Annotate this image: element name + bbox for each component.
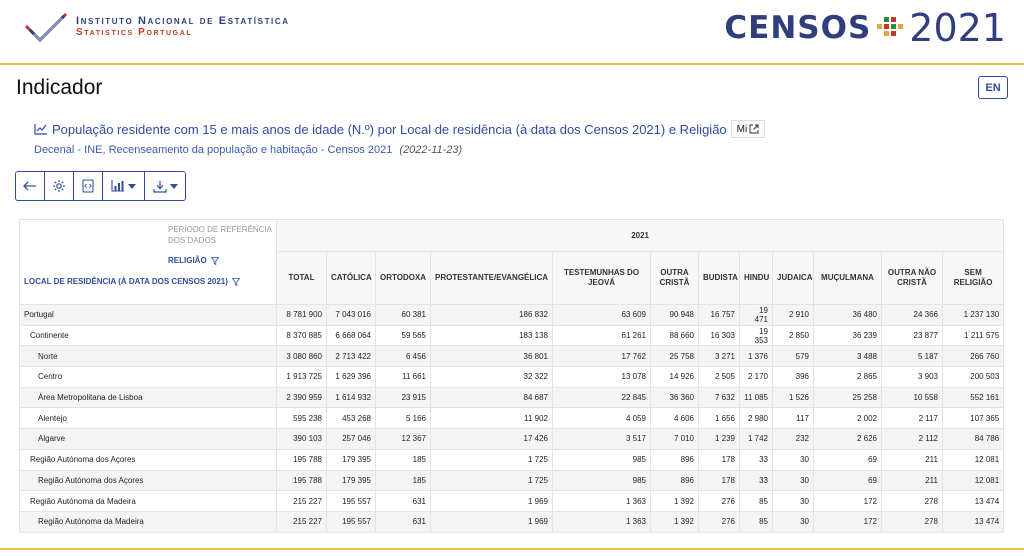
- table-cell: 453 268: [327, 408, 376, 429]
- column-header: TESTEMUNHAS DO JEOVÁ: [553, 252, 651, 305]
- table-cell: 215 227: [277, 511, 327, 532]
- table-cell: 30: [773, 511, 814, 532]
- table-corner-header: [20, 220, 277, 305]
- table-cell: 3 488: [814, 346, 882, 367]
- table-cell: 12 081: [943, 449, 1004, 470]
- table-cell: 1 239: [699, 429, 740, 450]
- table-cell: 16 757: [699, 305, 740, 326]
- location-dimension-label[interactable]: [24, 276, 240, 288]
- table-cell: 6 668 064: [327, 325, 376, 346]
- table-cell: 11 902: [431, 408, 553, 429]
- table-cell: 25 758: [651, 346, 699, 367]
- table-cell: 69: [814, 449, 882, 470]
- table-cell: 276: [699, 491, 740, 512]
- column-header: HINDU: [740, 252, 773, 305]
- table-cell: 36 360: [651, 387, 699, 408]
- chart-type-dropdown[interactable]: [103, 172, 145, 200]
- table-cell: 1 969: [431, 511, 553, 532]
- table-cell: 595 238: [277, 408, 327, 429]
- table-cell: 1 392: [651, 491, 699, 512]
- external-link-icon: [749, 124, 759, 134]
- censos-word: CENSOS: [724, 10, 872, 46]
- table-cell: 1 614 932: [327, 387, 376, 408]
- table-cell: 211: [882, 470, 943, 491]
- back-button[interactable]: [16, 172, 45, 200]
- row-location: Portugal: [20, 305, 277, 326]
- toolbar: [15, 171, 186, 201]
- table-cell: 107 365: [943, 408, 1004, 429]
- table-cell: 396: [773, 367, 814, 388]
- table-cell: 63 609: [553, 305, 651, 326]
- table-row: [20, 511, 1004, 532]
- download-icon: [153, 180, 167, 193]
- table-cell: 232: [773, 429, 814, 450]
- language-button[interactable]: EN: [978, 76, 1008, 99]
- table-cell: 33: [740, 449, 773, 470]
- table-cell: 579: [773, 346, 814, 367]
- row-location: Centro: [20, 367, 277, 388]
- table-cell: 195 788: [277, 449, 327, 470]
- table-cell: 178: [699, 449, 740, 470]
- table-cell: 178: [699, 470, 740, 491]
- table-row: [20, 346, 1004, 367]
- ine-logo[interactable]: [24, 12, 290, 42]
- row-location: Alentejo: [20, 408, 277, 429]
- table-cell: 266 760: [943, 346, 1004, 367]
- column-header: JUDAICA: [773, 252, 814, 305]
- table-cell: 631: [376, 491, 431, 512]
- header-divider: [0, 63, 1024, 65]
- table-cell: 90 948: [651, 305, 699, 326]
- code-icon: [82, 179, 94, 193]
- table-cell: 172: [814, 491, 882, 512]
- table-cell: 36 239: [814, 325, 882, 346]
- table-cell: 8 370 885: [277, 325, 327, 346]
- table-cell: 2 980: [740, 408, 773, 429]
- table-cell: 1 725: [431, 449, 553, 470]
- censos-year: 2021: [909, 6, 1006, 50]
- table-cell: 7 632: [699, 387, 740, 408]
- row-location: Região Autónoma da Madeira: [20, 491, 277, 512]
- table-cell: 179 395: [327, 449, 376, 470]
- table-cell: 5 166: [376, 408, 431, 429]
- arrow-left-icon: [23, 181, 37, 191]
- location-dimension-text: LOCAL DE RESIDÊNCIA (À DATA DOS CENSOS 2021): [24, 277, 228, 286]
- table-cell: 22 845: [553, 387, 651, 408]
- table-cell: 59 565: [376, 325, 431, 346]
- censos-logo[interactable]: [724, 6, 1006, 50]
- row-location: Área Metropolitana de Lisboa: [20, 387, 277, 408]
- indicator-title-row: [34, 120, 765, 138]
- table-cell: 17 426: [431, 429, 553, 450]
- censos-pixel-icon: [877, 15, 903, 41]
- table-cell: 3 517: [553, 429, 651, 450]
- table-cell: 195 788: [277, 470, 327, 491]
- table-cell: 185: [376, 470, 431, 491]
- table-cell: 5 187: [882, 346, 943, 367]
- table-cell: 390 103: [277, 429, 327, 450]
- table-cell: 1 363: [553, 491, 651, 512]
- column-header: PROTESTANTE/EVANGÉLICA: [431, 252, 553, 305]
- column-header: OUTRA NÃO CRISTÃ: [882, 252, 943, 305]
- table-cell: 4 059: [553, 408, 651, 429]
- table-cell: 25 258: [814, 387, 882, 408]
- table-cell: 1 629 396: [327, 367, 376, 388]
- table-cell: 1 526: [773, 387, 814, 408]
- table-cell: 186 832: [431, 305, 553, 326]
- table-cell: 10 558: [882, 387, 943, 408]
- table-row: [20, 305, 1004, 326]
- reference-period-label: PERÍODO DE REFERÊNCIA DOS DADOS: [168, 225, 272, 245]
- table-cell: 1 211 575: [943, 325, 1004, 346]
- table-cell: 36 801: [431, 346, 553, 367]
- table-cell: 88 660: [651, 325, 699, 346]
- table-cell: 985: [553, 449, 651, 470]
- table-cell: 24 366: [882, 305, 943, 326]
- table-cell: 6 456: [376, 346, 431, 367]
- row-location: Região Autónoma da Madeira: [20, 511, 277, 532]
- table-cell: 1 363: [553, 511, 651, 532]
- gear-icon: [52, 179, 66, 193]
- metainfo-label: Mi: [736, 123, 748, 135]
- table-cell: 2 713 422: [327, 346, 376, 367]
- column-header: TOTAL: [277, 252, 327, 305]
- table-cell: 30: [773, 470, 814, 491]
- table-cell: 2 002: [814, 408, 882, 429]
- table-row: [20, 367, 1004, 388]
- row-location: Norte: [20, 346, 277, 367]
- table-cell: 1 237 130: [943, 305, 1004, 326]
- indicator-title[interactable]: População residente com 15 e mais anos de idade (N.º) por Local de residência (à data dos Censos 2021) e Religião: [52, 121, 727, 137]
- table-cell: 179 395: [327, 470, 376, 491]
- table-cell: 19 471: [740, 305, 773, 326]
- table-cell: 13 078: [553, 367, 651, 388]
- table-body: [20, 305, 1004, 533]
- table-cell: 7 043 016: [327, 305, 376, 326]
- settings-button[interactable]: [45, 172, 74, 200]
- table-cell: 2 112: [882, 429, 943, 450]
- table-cell: 3 271: [699, 346, 740, 367]
- table-cell: 36 480: [814, 305, 882, 326]
- indicator-subtitle: [34, 144, 462, 156]
- table-row: [20, 325, 1004, 346]
- table-cell: 2 390 959: [277, 387, 327, 408]
- column-header: MUÇULMANA: [814, 252, 882, 305]
- table-cell: 2 170: [740, 367, 773, 388]
- table-cell: 12 367: [376, 429, 431, 450]
- column-header: SEM RELIGIÃO: [943, 252, 1004, 305]
- table-cell: 278: [882, 511, 943, 532]
- table-cell: 2 117: [882, 408, 943, 429]
- table-cell: 631: [376, 511, 431, 532]
- indicator-date: (2022-11-23): [399, 144, 463, 156]
- table-row: [20, 429, 1004, 450]
- table-cell: 11 085: [740, 387, 773, 408]
- filter-icon[interactable]: [232, 278, 240, 286]
- table-cell: 896: [651, 470, 699, 491]
- footer-divider: [0, 548, 1024, 550]
- column-header: BUDISTA: [699, 252, 740, 305]
- row-location: Algarve: [20, 429, 277, 450]
- table-cell: 195 557: [327, 491, 376, 512]
- table-cell: 896: [651, 449, 699, 470]
- religion-dimension-label[interactable]: [168, 256, 219, 266]
- table-cell: 3 903: [882, 367, 943, 388]
- table-cell: 84 786: [943, 429, 1004, 450]
- ine-name-english: Statistics Portugal: [76, 27, 193, 38]
- table-cell: 30: [773, 491, 814, 512]
- table-cell: 1 913 725: [277, 367, 327, 388]
- table-row: [20, 470, 1004, 491]
- table-cell: 85: [740, 511, 773, 532]
- table-cell: 17 762: [553, 346, 651, 367]
- table-cell: 2 910: [773, 305, 814, 326]
- data-table-wrapper: [19, 219, 1003, 533]
- table-cell: 2 850: [773, 325, 814, 346]
- table-cell: 1 725: [431, 470, 553, 491]
- caret-down-icon: [128, 184, 136, 189]
- table-cell: 4 606: [651, 408, 699, 429]
- table-cell: 552 161: [943, 387, 1004, 408]
- filter-icon[interactable]: [211, 257, 219, 265]
- table-cell: 85: [740, 491, 773, 512]
- table-cell: 11 661: [376, 367, 431, 388]
- row-location: Região Autónoma dos Açores: [20, 449, 277, 470]
- table-row: [20, 387, 1004, 408]
- table-cell: 117: [773, 408, 814, 429]
- ine-checkmark-icon: [24, 12, 68, 42]
- table-cell: 23 915: [376, 387, 431, 408]
- table-cell: 1 656: [699, 408, 740, 429]
- column-header: ORTODOXA: [376, 252, 431, 305]
- table-cell: 1 392: [651, 511, 699, 532]
- table-cell: 2 865: [814, 367, 882, 388]
- table-cell: 61 261: [553, 325, 651, 346]
- table-cell: 3 080 860: [277, 346, 327, 367]
- table-cell: 32 322: [431, 367, 553, 388]
- table-cell: 2 626: [814, 429, 882, 450]
- table-cell: 211: [882, 449, 943, 470]
- table-cell: 2 505: [699, 367, 740, 388]
- table-cell: 19 353: [740, 325, 773, 346]
- religion-dimension-text: RELIGIÃO: [168, 256, 207, 265]
- table-cell: 14 926: [651, 367, 699, 388]
- indicator-source: Decenal - INE, Recenseamento da população e habitação - Censos 2021: [34, 144, 393, 156]
- table-cell: 985: [553, 470, 651, 491]
- page-title: Indicador: [16, 76, 103, 99]
- data-table: [19, 219, 1004, 533]
- site-header: [0, 0, 1024, 62]
- download-dropdown[interactable]: [145, 172, 185, 200]
- table-cell: 7 010: [651, 429, 699, 450]
- table-row: [20, 449, 1004, 470]
- table-cell: 12 081: [943, 470, 1004, 491]
- table-cell: 13 474: [943, 491, 1004, 512]
- table-cell: 276: [699, 511, 740, 532]
- table-cell: 69: [814, 470, 882, 491]
- table-row: [20, 491, 1004, 512]
- table-cell: 215 227: [277, 491, 327, 512]
- metainfo-button[interactable]: [731, 120, 766, 138]
- table-cell: 1 969: [431, 491, 553, 512]
- row-location: Região Autónoma dos Açores: [20, 470, 277, 491]
- table-cell: 84 687: [431, 387, 553, 408]
- table-cell: 185: [376, 449, 431, 470]
- table-cell: 1 376: [740, 346, 773, 367]
- table-cell: 30: [773, 449, 814, 470]
- caret-down-icon: [170, 184, 178, 189]
- table-cell: 8 781 900: [277, 305, 327, 326]
- line-chart-icon: [34, 123, 48, 135]
- table-cell: 23 877: [882, 325, 943, 346]
- table-cell: 33: [740, 470, 773, 491]
- row-location: Continente: [20, 325, 277, 346]
- table-cell: 257 046: [327, 429, 376, 450]
- table-cell: 200 503: [943, 367, 1004, 388]
- embed-code-button[interactable]: [74, 172, 103, 200]
- ine-name: Instituto Nacional de Estatística: [76, 15, 290, 27]
- table-cell: 60 381: [376, 305, 431, 326]
- table-cell: 278: [882, 491, 943, 512]
- table-cell: 1 742: [740, 429, 773, 450]
- bar-chart-icon: [111, 180, 125, 192]
- table-cell: 16 303: [699, 325, 740, 346]
- table-cell: 195 557: [327, 511, 376, 532]
- column-header: OUTRA CRISTÃ: [651, 252, 699, 305]
- table-cell: 172: [814, 511, 882, 532]
- year-header: 2021: [277, 220, 1004, 252]
- table-cell: 13 474: [943, 511, 1004, 532]
- table-row: [20, 408, 1004, 429]
- column-header: CATÓLICA: [327, 252, 376, 305]
- table-cell: 183 138: [431, 325, 553, 346]
